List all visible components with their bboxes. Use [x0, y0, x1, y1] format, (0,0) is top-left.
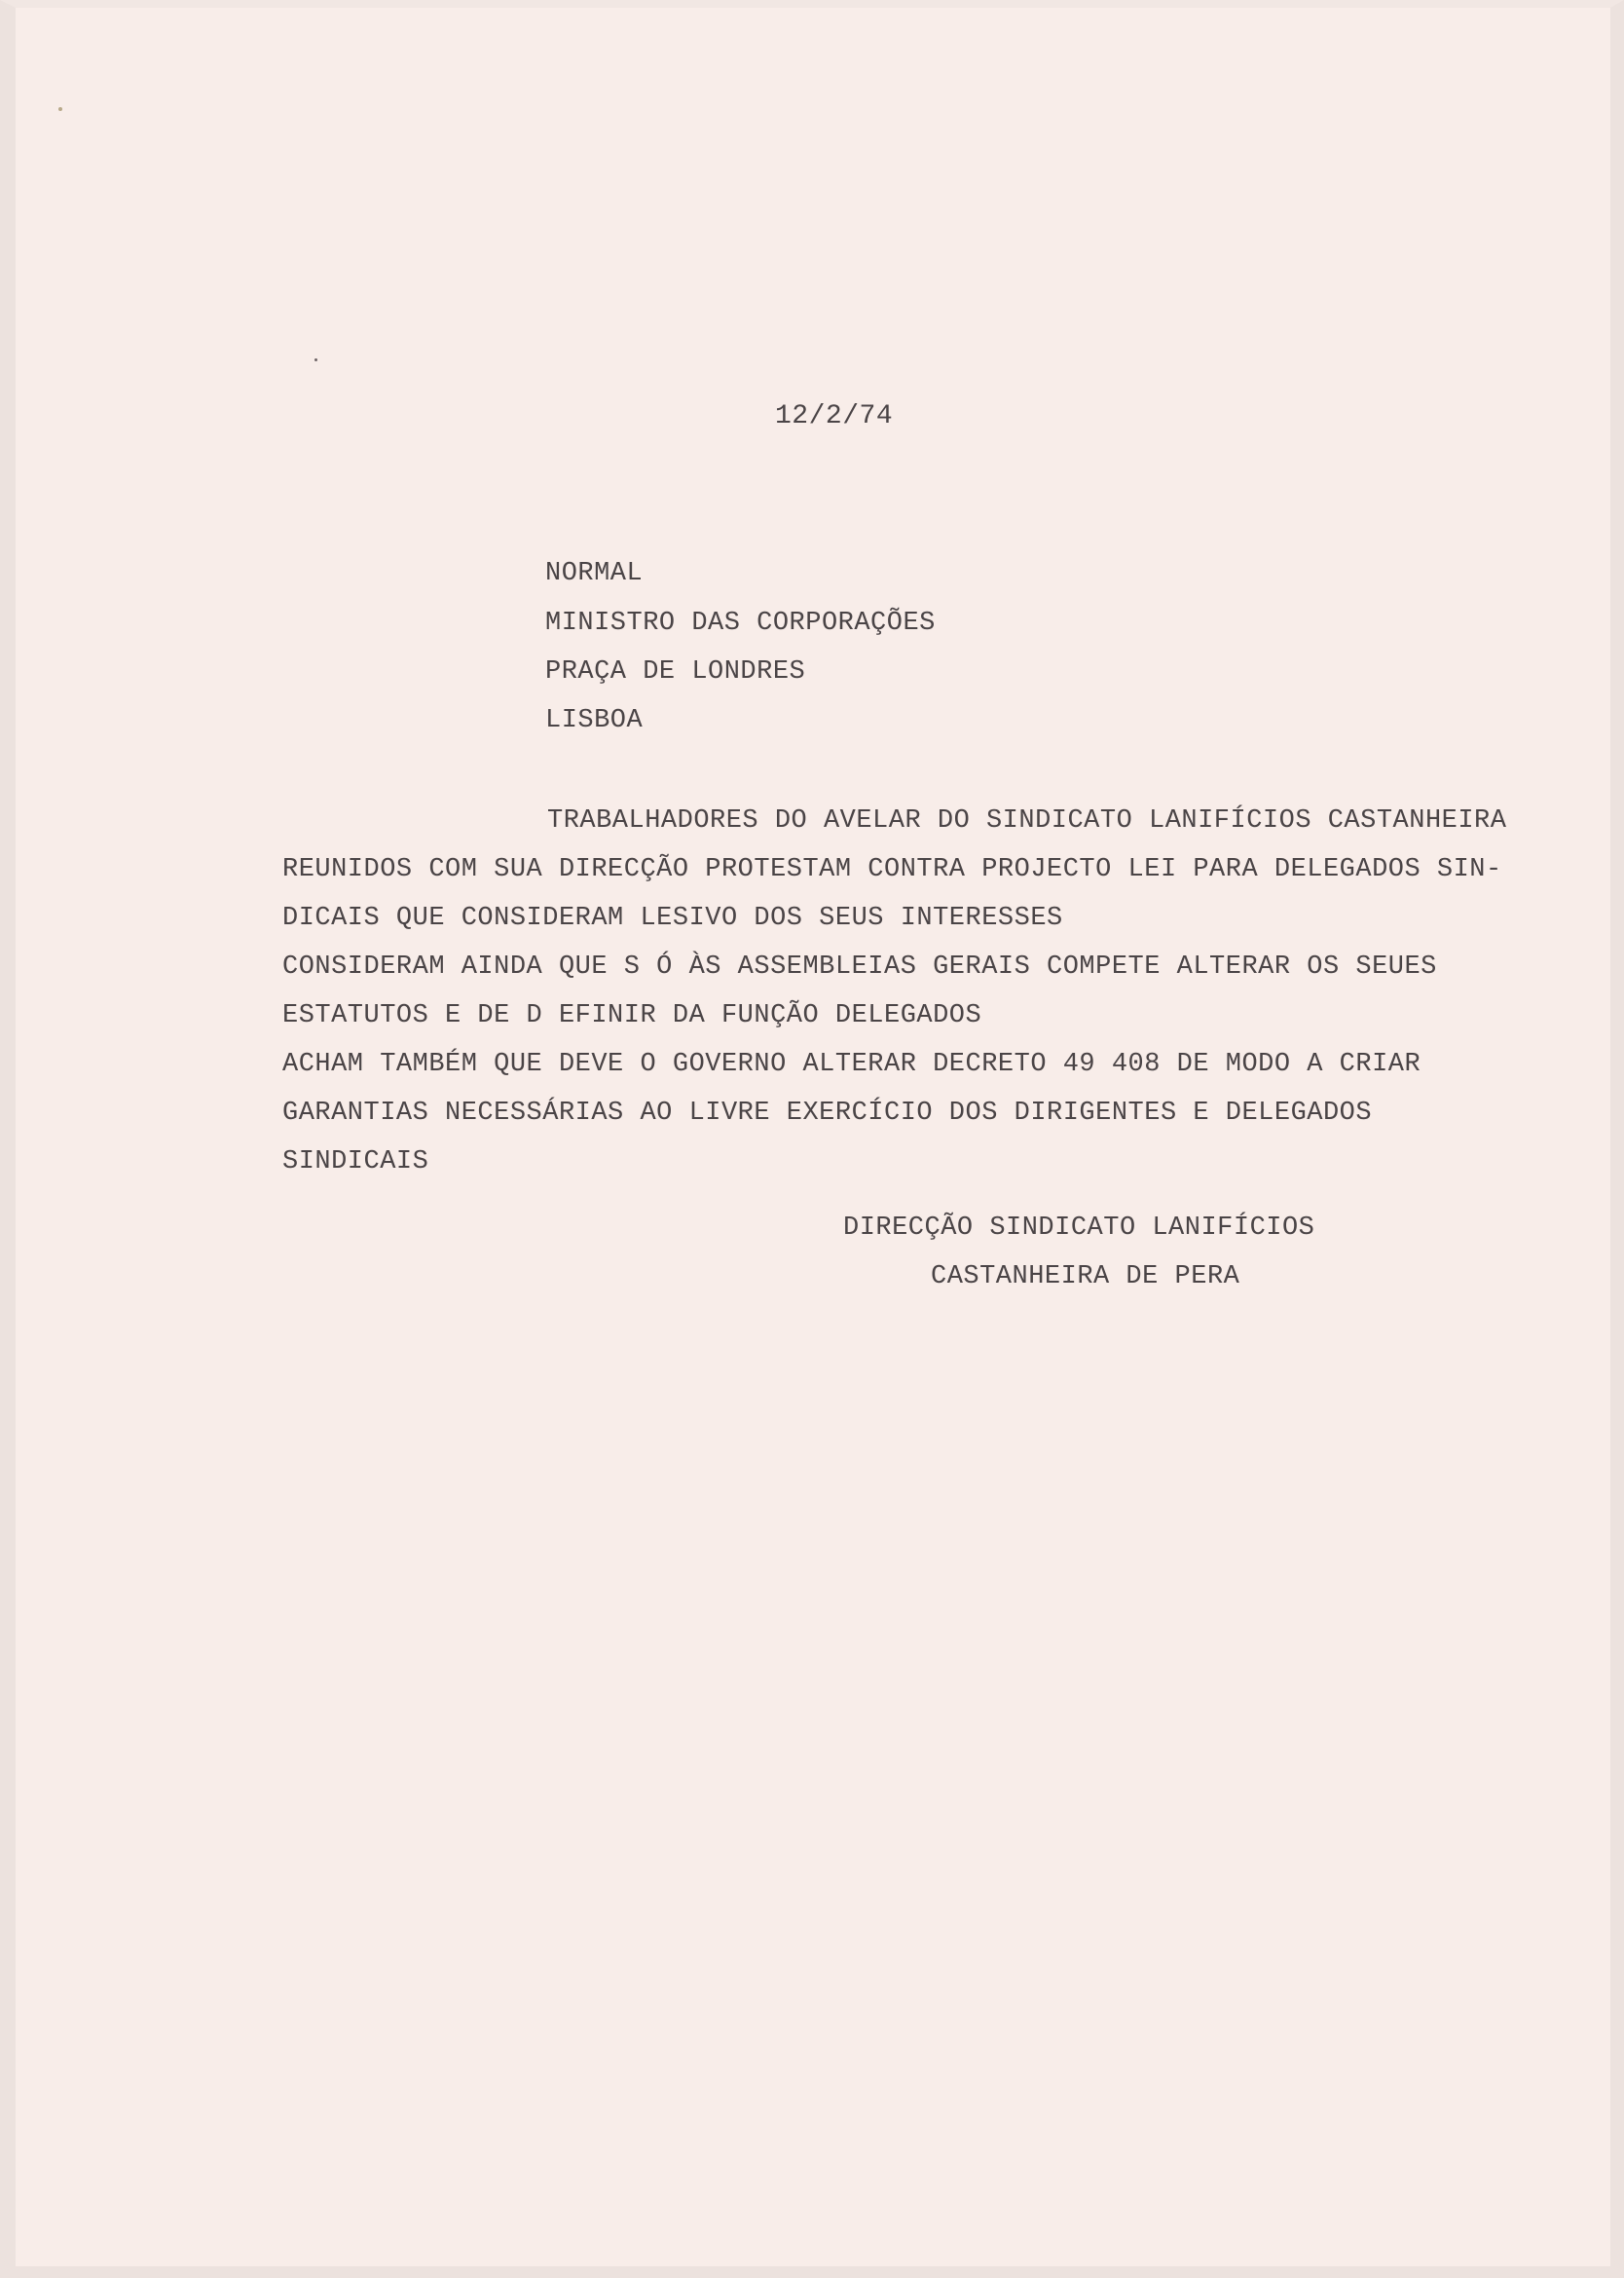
body-line: REUNIDOS COM SUA DIRECÇÃO PROTESTAM CONTRA PROJECTO LEI PARA DELEGADOS SIN- [282, 855, 1502, 884]
address-line: PRAÇA DE LONDRES [545, 657, 806, 687]
body-line: SINDICAIS [282, 1147, 429, 1176]
body-line: ESTATUTOS E DE D EFINIR DA FUNÇÃO DELEGADOS [282, 1001, 982, 1030]
body-line: ACHAM TAMBÉM QUE DEVE O GOVERNO ALTERAR DECRETO 49 408 DE MODO A CRIAR [282, 1050, 1421, 1079]
signature-line: CASTANHEIRA DE PERA [931, 1262, 1240, 1291]
paper-speck [314, 358, 317, 361]
body-line: GARANTIAS NECESSÁRIAS AO LIVRE EXERCÍCIO DOS DIRIGENTES E DELEGADOS [282, 1099, 1373, 1128]
address-line: LISBOA [545, 706, 644, 735]
letter-date: 12/2/74 [775, 401, 894, 431]
address-line: MINISTRO DAS CORPORAÇÕES [545, 609, 936, 638]
address-line: NORMAL [545, 559, 644, 588]
body-line: TRABALHADORES DO AVELAR DO SINDICATO LANIFÍCIOS CASTANHEIRA [547, 806, 1507, 836]
paper-speck [58, 107, 62, 111]
body-line: DICAIS QUE CONSIDERAM LESIVO DOS SEUS INTERESSES [282, 904, 1063, 933]
body-line: CONSIDERAM AINDA QUE S Ó ÀS ASSEMBLEIAS GERAIS COMPETE ALTERAR OS SEUES [282, 952, 1437, 982]
signature-line: DIRECÇÃO SINDICATO LANIFÍCIOS [843, 1214, 1315, 1243]
